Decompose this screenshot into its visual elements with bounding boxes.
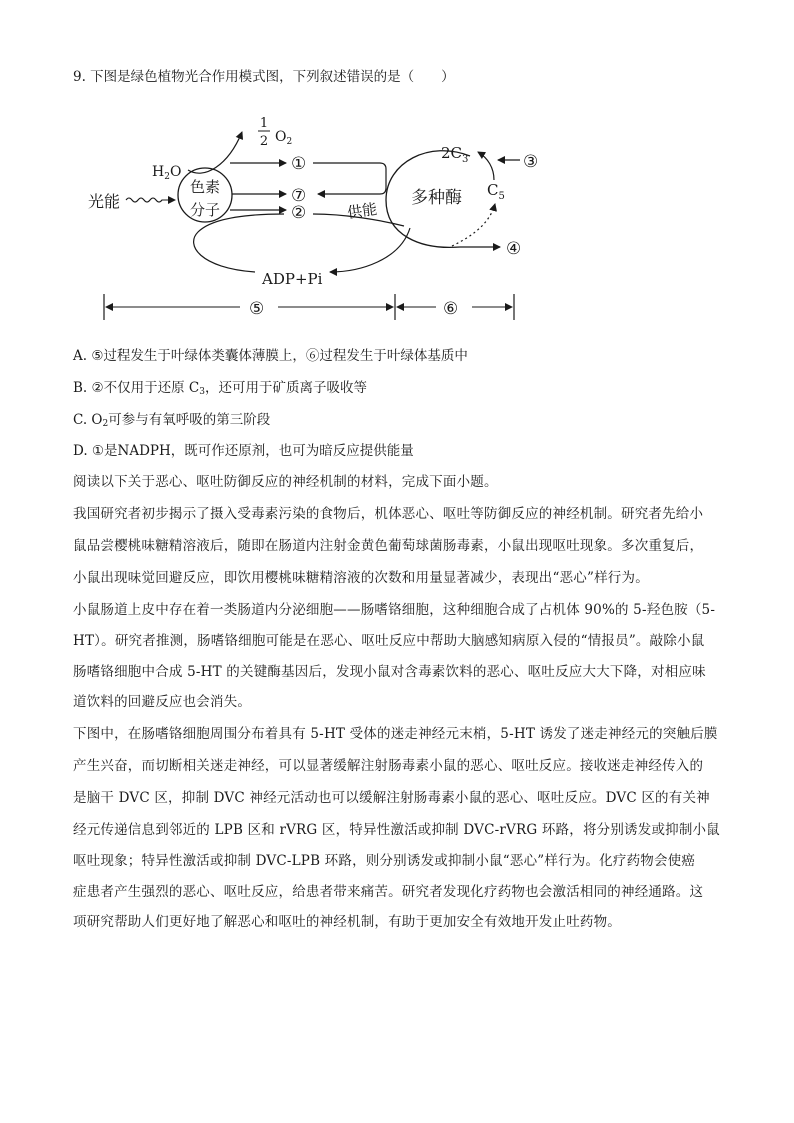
item-6: ⑥ — [443, 299, 459, 319]
atp-cycle-lower-arrow — [330, 228, 410, 272]
dotted-regen-arrow — [452, 204, 495, 246]
o2-fraction-num: 1 — [259, 116, 269, 131]
o2-label: $O_2$ — [275, 129, 293, 147]
passage-line: HT）。研究者推测，肠嗜铬细胞可能是在恶心、呕吐反应中帮助大脑感知病原入侵的“情报员”。敲除小鼠 — [73, 633, 705, 649]
passage-line: 道饮料的回避反应也会消失。 — [73, 694, 252, 710]
passage-line: 是脑干 DVC 区，抑制 DVC 神经元活动也可以缓解注射肠毒素小鼠的恶心、呕吐反应。DVC 区的有关神 — [73, 790, 710, 806]
pigment-label-1: 色素 — [189, 178, 221, 196]
passage-line: 下图中，在肠嗜铬细胞周围分布着具有 5-HT 受体的迷走神经元末梢，5-HT 诱发了迷走神经元的突触后膜 — [73, 726, 718, 742]
light-label: 光能 — [88, 192, 121, 211]
item-2: ② — [291, 203, 307, 223]
item-7: ⑦ — [291, 186, 307, 206]
supply-label: 供能 — [346, 199, 379, 222]
item-4: ④ — [506, 239, 522, 259]
passage-line: 经元传递信息到邻近的 LPB 区和 rVRG 区，特异性激活或抑制 DVC-rVRG 环路，将分别诱发或抑制小鼠 — [73, 822, 720, 838]
option-a: A. ⑤过程发生于叶绿体类囊体薄膜上，⑥过程发生于叶绿体基质中 — [73, 348, 468, 364]
passage-line: 鼠品尝樱桃味糖精溶液后，随即在肠道内注射金黄色葡萄球菌肠毒素，小鼠出现呕吐现象。多次重复后， — [73, 538, 704, 554]
item-5: ⑤ — [249, 299, 265, 319]
option-b: B. ②不仅用于还原 $C_3$，还可用于矿质离子吸收等 — [73, 380, 367, 397]
adp-label: ADP+Pi — [262, 270, 323, 288]
o2-fraction-den: 2 — [259, 134, 269, 149]
passage-line: 项研究帮助人们更好地了解恶心和呕吐的神经机制，有助于更加安全有效地开发止吐药物。 — [73, 914, 621, 930]
h2o-to-o2-arrow — [188, 132, 242, 173]
option-c: C. $O_2$可参与有氧呼吸的第三阶段 — [73, 412, 271, 429]
passage-line: 我国研究者初步揭示了摄入受毒素污染的食物后，机体恶心、呕吐等防御反应的神经机制。研究者先给小 — [73, 506, 704, 522]
c3-label: $2C_3$ — [441, 144, 469, 165]
passage-line: 症患者产生强烈的恶心、呕吐反应，给患者带来痛苦。研究者发现化疗药物也会激活相同的神经通路。这 — [73, 884, 704, 900]
passage-line: 产生兴奋，而切断相关迷走神经，可以显著缓解注射肠毒素小鼠的恶心、呕吐反应。接收迷走神经传入的 — [73, 758, 704, 774]
item-3: ③ — [523, 152, 539, 172]
passage-intro: 阅读以下关于恶心、呕吐防御反应的神经机制的材料，完成下面小题。 — [73, 474, 498, 490]
question-stem: 9. 下图是绿色植物光合作用模式图，下列叙述错误的是（ ） — [73, 69, 455, 85]
c5-label: $C_5$ — [487, 181, 505, 202]
option-d: D. ①是NADPH，既可作还原剂，也可为暗反应提供能量 — [73, 443, 414, 459]
passage-line: 小鼠肠道上皮中存在着一类肠道内分泌细胞——肠嗜铬细胞，这种细胞合成了占机体 90%的 5-羟色胺（5- — [73, 602, 716, 618]
return-to-item7-arrow — [313, 163, 386, 194]
atp-cycle-left-arrow — [194, 214, 284, 272]
passage-line: 肠嗜铬细胞中合成 5-HT 的关键酶基因后，发现小鼠对含毒素饮料的恶心、呕吐反应大大下降，对相应味 — [73, 664, 706, 680]
c5-to-c3-arrow — [478, 152, 494, 180]
item-1: ① — [291, 154, 307, 174]
pigment-label-2: 分子 — [189, 201, 221, 219]
photosynthesis-diagram — [0, 100, 794, 330]
h2o-label: $H_2O$ — [152, 164, 182, 182]
passage-line: 小鼠出现味觉回避反应，即饮用樱桃味糖精溶液的次数和用量显著减少，表现出“恶心”样行为。 — [73, 570, 649, 586]
light-wave-arrow — [126, 198, 175, 202]
enzymes-label: 多种酶 — [411, 188, 462, 208]
passage-line: 呕吐现象；特异性激活或抑制 DVC-LPB 环路，则分别诱发或抑制小鼠“恶心”样行为。化疗药物会使癌 — [73, 853, 696, 869]
